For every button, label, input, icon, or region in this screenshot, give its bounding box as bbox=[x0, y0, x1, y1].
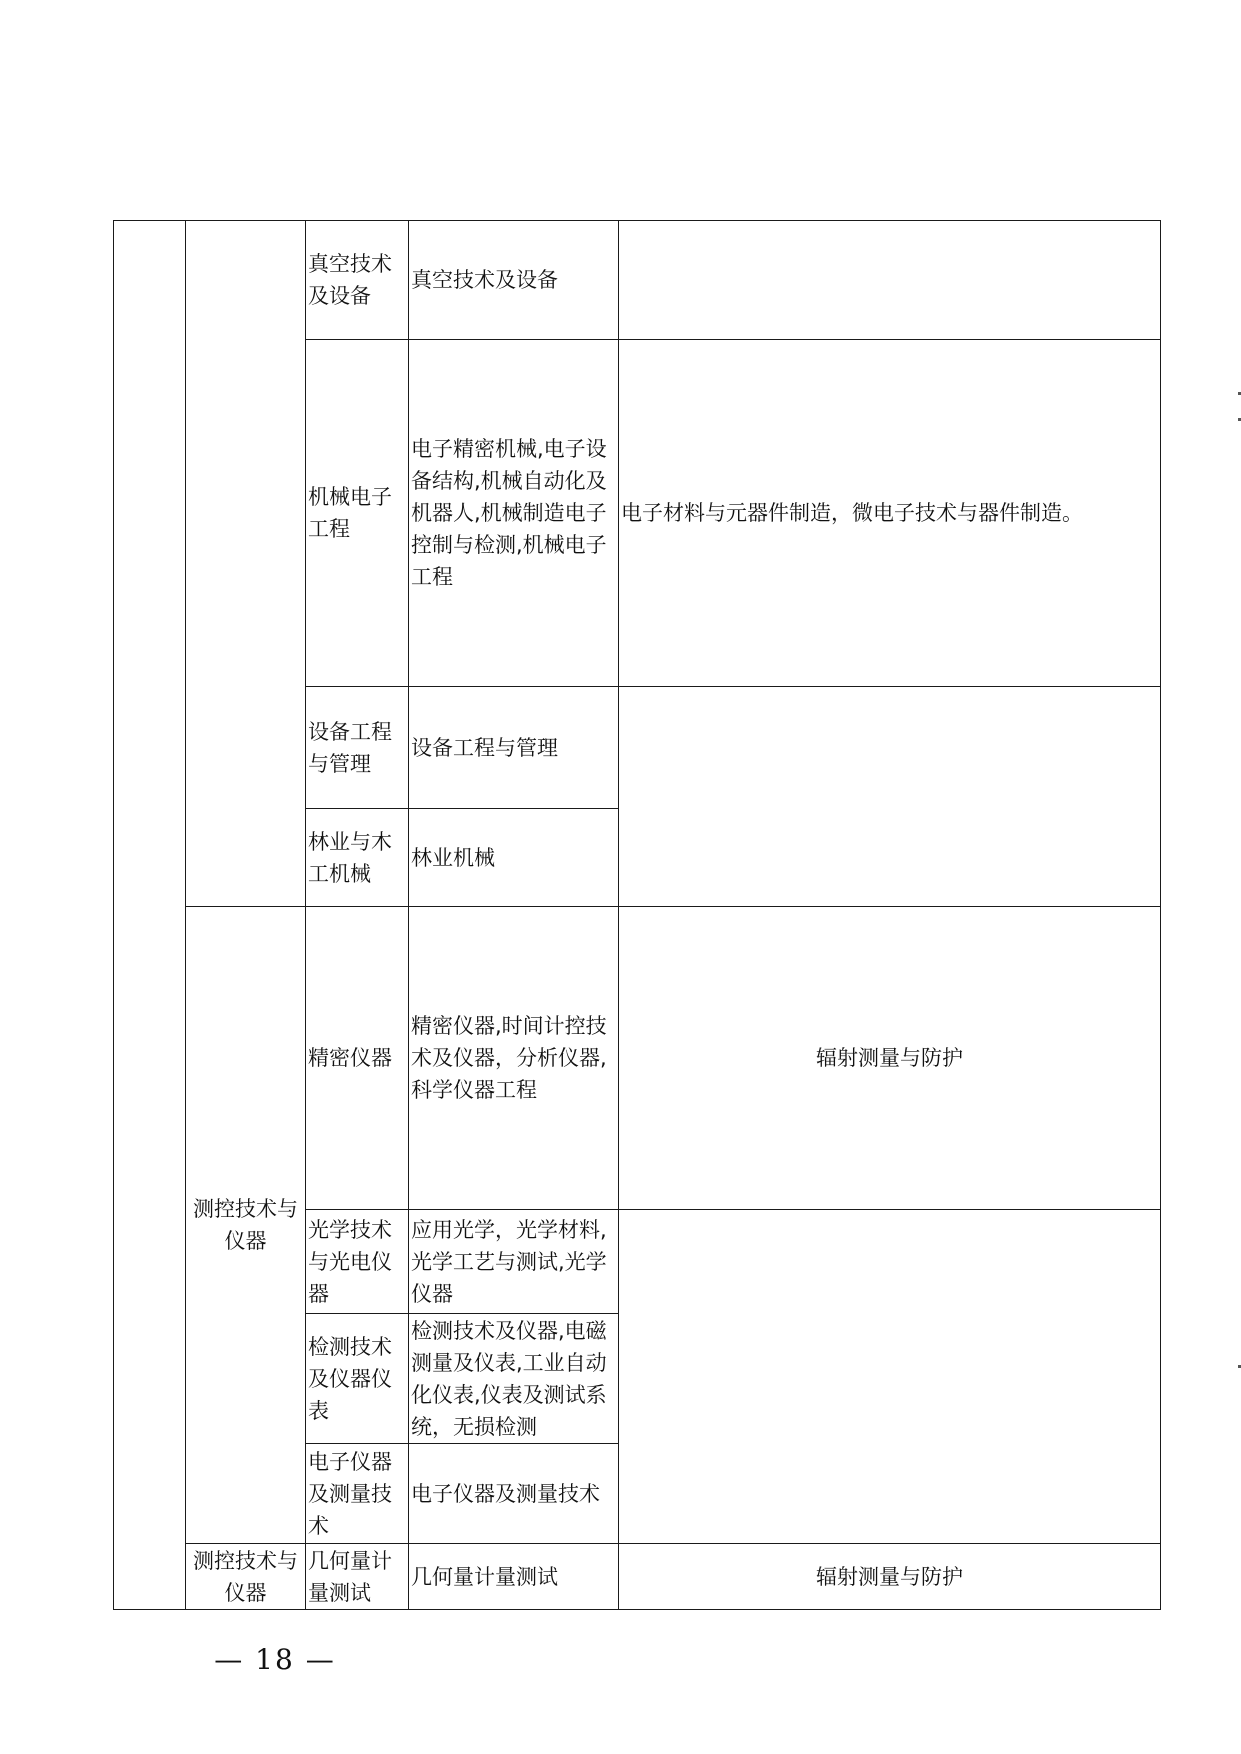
related-majors-cell: 辐射测量与防护 bbox=[619, 907, 1161, 1210]
majors-cell: 几何量计量测试 bbox=[409, 1544, 619, 1610]
majors-cell: 设备工程与管理 bbox=[409, 687, 619, 809]
page-number: — 18 — bbox=[214, 1643, 336, 1676]
related-majors-cell: 辐射测量与防护 bbox=[619, 1544, 1161, 1610]
related-majors-cell bbox=[619, 221, 1161, 340]
majors-cell: 应用光学，光学材料,光学工艺与测试,光学仪器 bbox=[409, 1210, 619, 1314]
majors-cell: 检测技术及仪器,电磁测量及仪表,工业自动化仪表,仪表及测试系统，无损检测 bbox=[409, 1314, 619, 1444]
subfield-cell: 电子仪器及测量技术 bbox=[306, 1444, 409, 1544]
table-row bbox=[114, 221, 1161, 340]
related-majors-cell bbox=[619, 1210, 1161, 1544]
related-majors-cell bbox=[619, 687, 1161, 907]
major-catalog-table bbox=[113, 220, 1161, 1610]
majors-cell: 林业机械 bbox=[409, 809, 619, 907]
related-majors-cell: 电子材料与元器件制造，微电子技术与器件制造。 bbox=[619, 340, 1161, 687]
blank-category-cell bbox=[186, 221, 306, 907]
subfield-cell: 设备工程与管理 bbox=[306, 687, 409, 809]
blank-first-column-cell bbox=[114, 221, 186, 1610]
subfield-cell: 林业与木工机械 bbox=[306, 809, 409, 907]
majors-cell: 电子仪器及测量技术 bbox=[409, 1444, 619, 1544]
subfield-cell: 真空技术及设备 bbox=[306, 221, 409, 340]
subfield-cell: 机械电子工程 bbox=[306, 340, 409, 687]
subfield-cell: 精密仪器 bbox=[306, 907, 409, 1210]
table-row bbox=[114, 907, 1161, 1210]
majors-cell: 真空技术及设备 bbox=[409, 221, 619, 340]
category-cell: 测控技术与仪器 bbox=[186, 1544, 306, 1610]
subfield-cell: 几何量计量测试 bbox=[306, 1544, 409, 1610]
table-row bbox=[114, 1544, 1161, 1610]
subfield-cell: 检测技术及仪器仪表 bbox=[306, 1314, 409, 1444]
document-table-container bbox=[113, 220, 1160, 1610]
majors-cell: 电子精密机械,电子设备结构,机械自动化及机器人,机械制造电子控制与检测,机械电子工程 bbox=[409, 340, 619, 687]
subfield-cell: 光学技术与光电仪器 bbox=[306, 1210, 409, 1314]
majors-cell: 精密仪器,时间计控技术及仪器，分析仪器,科学仪器工程 bbox=[409, 907, 619, 1210]
category-cell: 测控技术与仪器 bbox=[186, 907, 306, 1544]
